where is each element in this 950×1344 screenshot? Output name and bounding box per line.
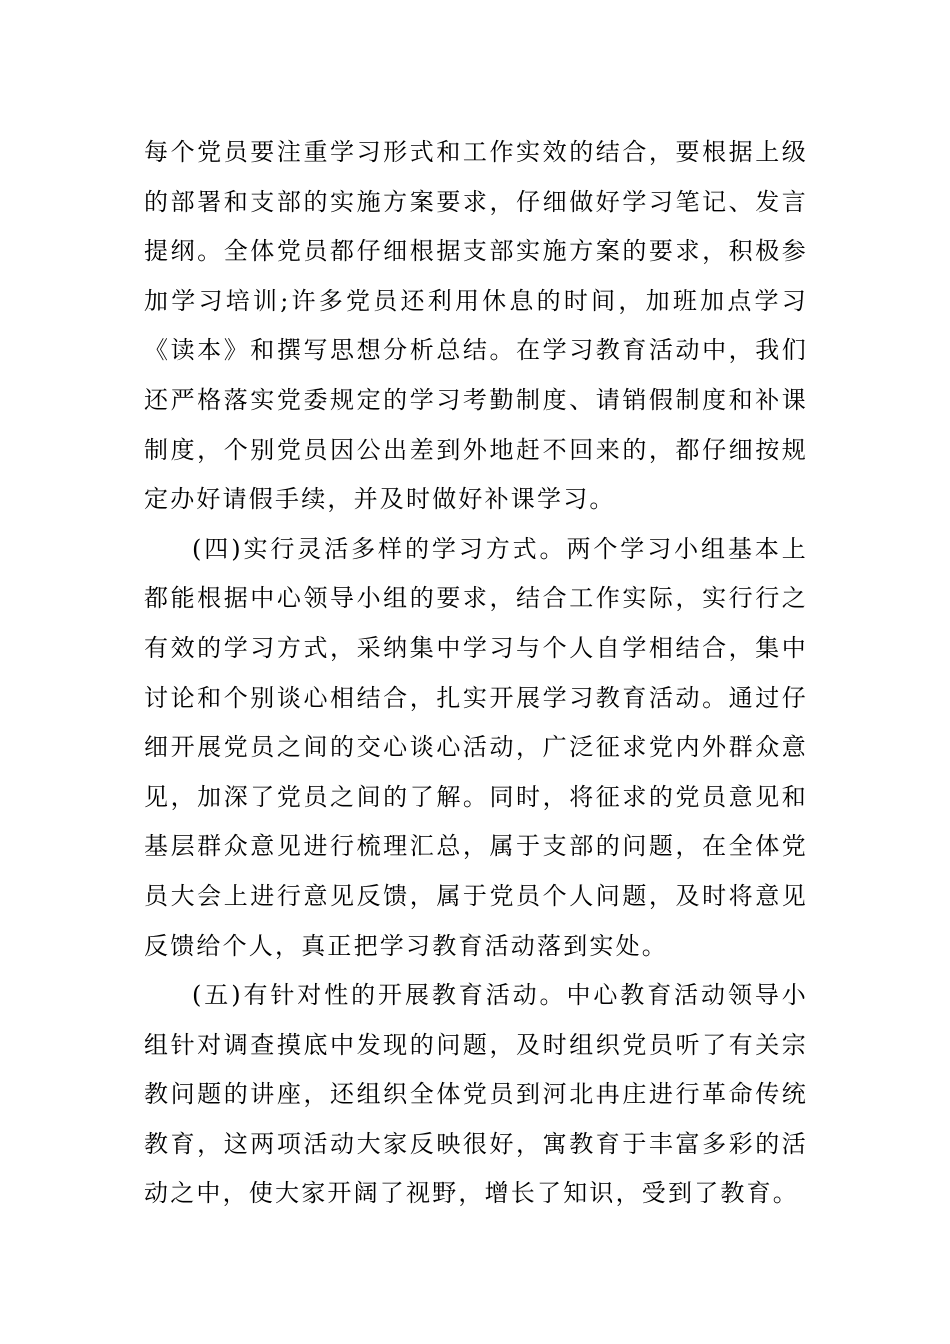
document-body — [144, 128, 808, 1219]
paragraph-2: (四)实行灵活多样的学习方式。两个学习小组基本上都能根据中心领导小组的要求，结合工作实际，实行行之有效的学习方式，采纳集中学习与个人自学相结合，集中讨论和个别谈心相结合，扎实开展学习教育活动。通过仔细开展党员之间的交心谈心活动，广泛征求党内外群众意见，加深了党员之间的了解。同时，将征求的党员意见和基层群众意见进行梳理汇总，属于支部的问题，在全体党员大会上进行意见反馈，属于党员个人问题，及时将意见反馈给个人，真正把学习教育活动落到实处。 — [144, 534, 808, 960]
paragraph-3: (五)有针对性的开展教育活动。中心教育活动领导小组针对调查摸底中发现的问题，及时组织党员听了有关宗教问题的讲座，还组织全体党员到河北冉庄进行革命传统教育，这两项活动大家反映很好，寓教育于丰富多彩的活动之中，使大家开阔了视野，增长了知识，受到了教育。 — [144, 981, 808, 1208]
paragraph-1: 每个党员要注重学习形式和工作实效的结合，要根据上级的部署和支部的实施方案要求，仔细做好学习笔记、发言提纲。全体党员都仔细根据支部实施方案的要求，积极参加学习培训;许多党员还利用休息的时间，加班加点学习《读本》和撰写思想分析总结。在学习教育活动中，我们还严格落实党委规定的学习考勤制度、请销假制度和补课制度，个别党员因公出差到外地赶不回来的，都仔细按规定办好请假手续，并及时做好补课学习。 — [144, 138, 808, 514]
